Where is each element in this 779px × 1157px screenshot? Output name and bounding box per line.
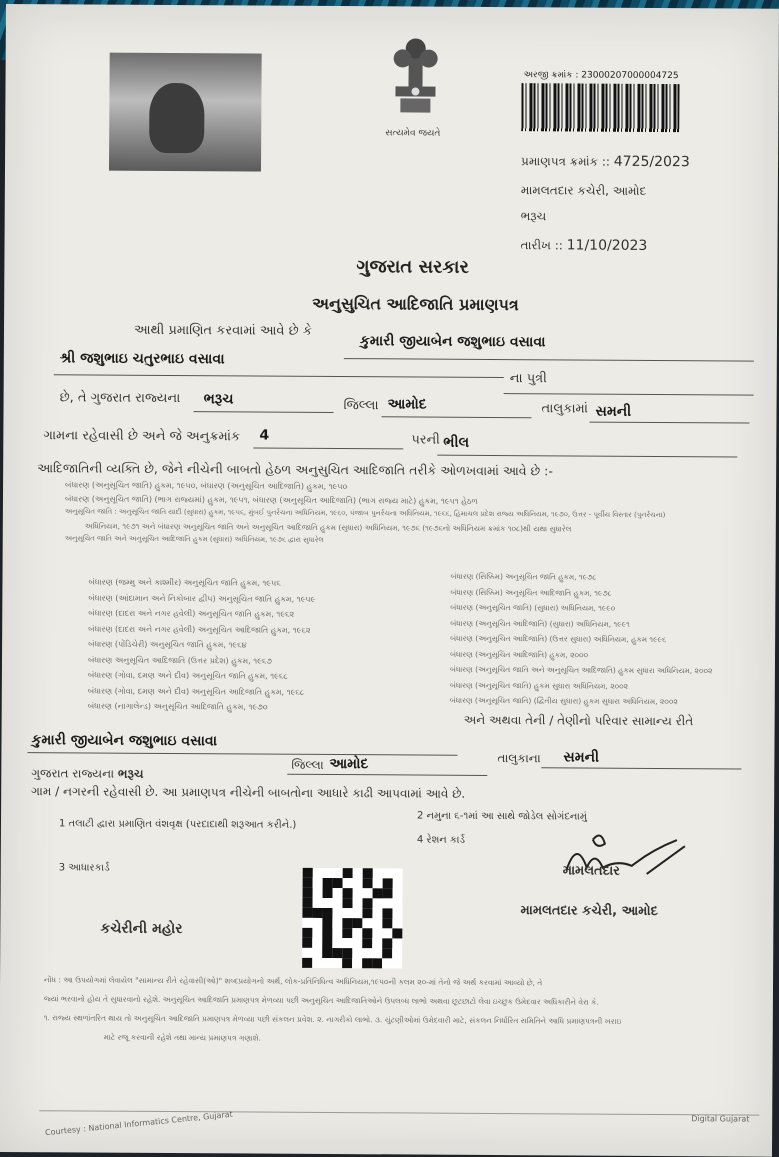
- order-line: બંધારણ (અનુસૂચિત જાતિ) (ભાગ રાજ્યમાં) હુકમ, ૧૯૫૧, બંધારણ (અનુસૂચિત આદિજાતિ) (ભાગ રાજ્ય માટે) હુકમ, ૧૯૫૧ હેઠળ: [64, 493, 478, 506]
- issuer-line1: મામલતદાર કચેરી, આમોદ: [520, 183, 647, 198]
- family-taluka-label: તાલુકાના: [497, 751, 541, 766]
- cert-number: 4725/2023: [613, 153, 690, 171]
- orders-right-list: [450, 569, 751, 710]
- taluka-label: તાલુકામાં: [541, 401, 588, 417]
- orders-paragraph: [65, 478, 725, 550]
- tribe-label: પરની: [411, 432, 440, 448]
- basis-statement: ગામ / નગરની રહેવાસી છે. આ પ્રમાણપત્ર નીચેની બાબતોના આધારે કાઢી આપવામાં આવે છે.: [31, 784, 466, 801]
- order-item: બંધારણ (અનુસૂચિત આદિજાતિ) (ઉત્તર સુધારા) અધિનિયમ, હુકમ ૧૯૯૬: [450, 633, 667, 645]
- tribe-statement: આદિજાતિની વ્યક્તિ છે, જેને નીચેની બાબતો હેઠળ અનુસુચિત આદિજાતિ તરીકે ઓળખવામાં આવે છે :-: [37, 460, 553, 479]
- qr-code: [302, 868, 403, 969]
- footnote-line: નોંધ : આ ઉપયોગમાં લેવાયેલ "સામાન્ય રીતે રહેવાસી(ઓ)" શબ્દપ્રયોગનો અર્થ, લોક-પ્રતિનિધિત્વ અધિનિયમ,૧૯૫૦ની કલમ ૨૦-માં તેનો જે અર્થ કરવામાં આવ્યો છે, તે: [44, 975, 543, 988]
- family-state-text: ગુજરાત રાજ્યના: [31, 766, 115, 781]
- order-line: અનુસૂચિત જાતિ અને અનુસૂચિત આદિજાતિ હુકમ (સુધારા) અધિનિયમ, ૧૯૭૬ દ્વારા સુધારેલ: [64, 534, 324, 544]
- state-label: છે, તે ગુજરાત રાજ્યના: [59, 390, 181, 407]
- family-district-label: જિલ્લા: [291, 757, 324, 772]
- order-item: બંધારણ (અનુસૂચિત આદિજાતિ) હુકમ, ૨૦૦૦: [450, 649, 589, 660]
- certify-text: આથી પ્રમાણિત કરવામાં આવે છે કે: [133, 322, 313, 339]
- government-title: ગુજરાત સરકાર: [356, 256, 469, 278]
- office-seal-label: કચેરીની મહોર: [100, 920, 183, 938]
- certificate-page: [0, 4, 779, 1157]
- family-state-label: [31, 766, 143, 782]
- family-taluka-value: આમોદ: [329, 755, 369, 773]
- serial-value: 4: [259, 427, 270, 444]
- taluka-value: આમોદ: [387, 396, 427, 413]
- basis-item-2: 2 નમુના ૬-૧માં આ સાથે જોડેલ સોગંદનામું: [417, 810, 587, 823]
- family-label: અને અથવા તેની / તેણીનો પરિવાર સામાન્ય રીતે: [463, 712, 694, 729]
- order-item: બંધારણ (સિક્કિમ) અનુસૂચિત જાતિ હુકમ, ૧૯૭૮: [450, 571, 597, 582]
- order-item: બંધારણ (નાગાલેન્ડ) અનુસૂચિત આદિજાતિ હુકમ, ૧૯૭૦: [87, 701, 268, 712]
- signatory: મામલતદાર કચેરી, આમોદ: [520, 903, 658, 919]
- person-name: કુમારી જીયાબેન જશુભાઇ વસાવા: [359, 333, 546, 351]
- cert-number-label: પ્રમાણપત્ર ક્રમાંક ::: [521, 154, 610, 169]
- applicant-photo: [109, 53, 262, 172]
- family-person-name: કુમારી જીયાબેન જશુભાઇ વસાવા: [31, 732, 218, 750]
- application-number: અરજી ક્રમાંક : 23000207000004725: [523, 70, 679, 82]
- date-row: [520, 237, 647, 254]
- order-item: બંધારણ (જમ્મુ અને કાશ્મીર) અનુસૂચિત જાતિ હુકમ, ૧૯૫૬: [88, 577, 281, 588]
- village-value: સમની: [595, 403, 632, 420]
- order-item: બંધારણ (અનુસૂચિત જાતિ) હુકમ સુધારા અધિનિયમ, ૨૦૦૨: [449, 680, 629, 691]
- order-line: અનુસૂચિત જાતિ : અનુસૂચિત જાતિ યાદી (સુધારા) હુકમ, ૧૯૫૬, મુંબઈ પુનર્રચના અધિનિયમ, ૧૯૬૦, પંજાબ પુનર્રચના અધિનિયમ, ૧૯૬૬, હિમાચલ પ્રદેશ રાજ્ય અધિનિયમ, ૧૯૭૦, ઉત્તર - પૂર્વીય વિસ્તાર (પુનર્રચના): [64, 507, 666, 520]
- order-line: અધિનિયમ, ૧૯૭૧ અને બંધારણ અનુસૂચિત જાતિ અને અનુસૂચિત આદિજાતિ હુકમ (સુધારા) અધિનિયમ, ૧૯૭૬ (૧૯૭૬નો અધિનિયમ ક્રમાંક ૧૦૮)થી યથા સુધારેલ: [84, 520, 572, 533]
- order-item: બંધારણ (અનુસૂચિત જાતિ) (સુધારા) અધિનિયમ, ૧૯૯૦: [450, 602, 616, 613]
- footnote-line: જ્યાં ભરવાનો હોય તે સુધારવાનો રહેશે. અનુસૂચિત આદિજાતિ પ્રમાણપત્ર મેળવ્યા પછી અનુસૂચિત આદિજાતિઓને ઉપલબ્ધ લાભો અથવા છૂટછાટો લેવા ઇચ્છુક ઉમેદવાર અધિકારીને વેરા કે.: [43, 994, 599, 1007]
- basis-item-3: 3 આધારકાર્ડ: [58, 862, 110, 874]
- basis-item-1: 1 તલાટી દ્વારા પ્રમાણિત વંશવૃક્ષ (પરદાદાથી શરૂઆત કરીને.): [58, 818, 297, 831]
- order-item: બંધારણ (દાદરા અને નગર હવેલી) અનુસૂચિત આદિજાતિ હુકમ, ૧૯૬૨: [88, 624, 311, 635]
- basis-item-4: 4 રેશન કાર્ડ: [416, 834, 465, 846]
- order-item: બંધારણ (દાદરા અને નગર હવેલી) અનુસૂચિત જાતિ હુકમ, ૧૯૬૨: [88, 608, 295, 619]
- tribe-value: ભીલ: [443, 434, 470, 451]
- footer-brand: Digital Gujarat: [691, 1114, 750, 1124]
- barcode: [521, 83, 679, 132]
- order-item: બંધારણ (ગોવા, દમણ અને દીવ) અનુસૂચિત જાતિ હુકમ, ૧૯૬૮: [87, 670, 288, 681]
- order-item: બંધારણ (અનુસૂચિત આદિજાતિ) (સુધારા) અધિનિયમ, ૧૯૯૧: [450, 618, 630, 629]
- resident-label: ગામના રહેવાસી છે અને જે અનુક્રમાંક: [43, 428, 241, 445]
- order-item: બંધારણ (આંદામાન અને નિકોબાર દ્વીપ) અનુસૂચિત જાતિ હુકમ, ૧૯૫૯: [88, 593, 316, 604]
- order-item: બંધારણ (પોંડિચેરી) અનુસૂચિત જાતિ હુકમ, ૧૯૬૪: [88, 639, 247, 650]
- national-emblem-icon: [380, 36, 451, 126]
- father-name: શ્રી જશુભાઇ ચતુરભાઇ વસાવા: [59, 350, 225, 368]
- order-item: બંધારણ (અનુસૂચિત જાતિ અને અનુસૂચિત આદિજાતિ) હુકમ સુધારા અધિનિયમ, ૨૦૦૨: [449, 664, 713, 676]
- order-item: બંધારણ (અનુસૂચિત જાતિ) (દ્વિતીય સુધારા) હુકમ સુધારા અધિનિયમ, ૨૦૦૨: [449, 695, 678, 707]
- issuer-line2: ભરૂચ: [520, 209, 547, 224]
- footer-courtesy: Courtesy : National Informatics Centre, Gujarat: [44, 1109, 234, 1138]
- emblem-caption: સત્યમેવ જયતે: [385, 128, 441, 139]
- district-value: ભરૂચ: [203, 391, 234, 408]
- certificate-title: અનુસુચિત આદિજાતિ પ્રમાણપત્ર: [312, 293, 519, 315]
- district-label: જિલ્લા: [343, 398, 379, 414]
- order-item: બંધારણ અનુસૂચિત આદિજાતિ (ઉત્તર પ્રદેશ) હુકમ, ૧૯૬૭: [87, 655, 273, 666]
- order-line: બંધારણ (અનુસૂચિત જાતિ) હુકમ, ૧૯૫૦, બંધારણ (અનુસૂચિત આદિજાતિ) હુકમ, ૧૯૫૦: [65, 480, 348, 492]
- date-label: તારીખ ::: [520, 238, 563, 253]
- orders-left-list: [88, 575, 419, 717]
- footnote-line: ૧. રાજ્ય સ્થળાંતરિત થાય તો અનુસૂચિત આદિજાતિ પ્રમાણપત્ર મેળવ્યા પછી સંકલન પ્રવેશ. ૨. નાગરીકો લાભો. ૩. ચુંટણીઓમાં ઉમેદવારી માટે, સંકલન નિર્ધારિત સમિતિને આધિ પ્રમાણપત્રની ખરાઇ: [43, 1013, 622, 1026]
- family-district-value: ભરૂચ: [117, 766, 144, 781]
- footnotes: [44, 970, 754, 1050]
- order-item: બંધારણ (ગોવા, દમણ અને દીવ) અનુસૂચિત આદિજાતિ હુકમ, ૧૯૬૮: [87, 686, 305, 697]
- date-value: 11/10/2023: [566, 237, 648, 254]
- signature-text: મામલતદાર: [562, 863, 620, 879]
- footnote-line: માટે રજૂ કરવાની રહેશે તથા માન્ય પ્રમાણપત્ર ગણાશે.: [103, 1032, 261, 1043]
- order-item: બંધારણ (સિક્કિમ) અનુસૂચિત આદિજાતિ હુકમ, ૧૯૭૮: [450, 587, 612, 598]
- family-village-value: સમની: [563, 749, 600, 766]
- cert-number-row: [521, 153, 690, 170]
- putri-label: ના પુત્રી: [509, 371, 547, 387]
